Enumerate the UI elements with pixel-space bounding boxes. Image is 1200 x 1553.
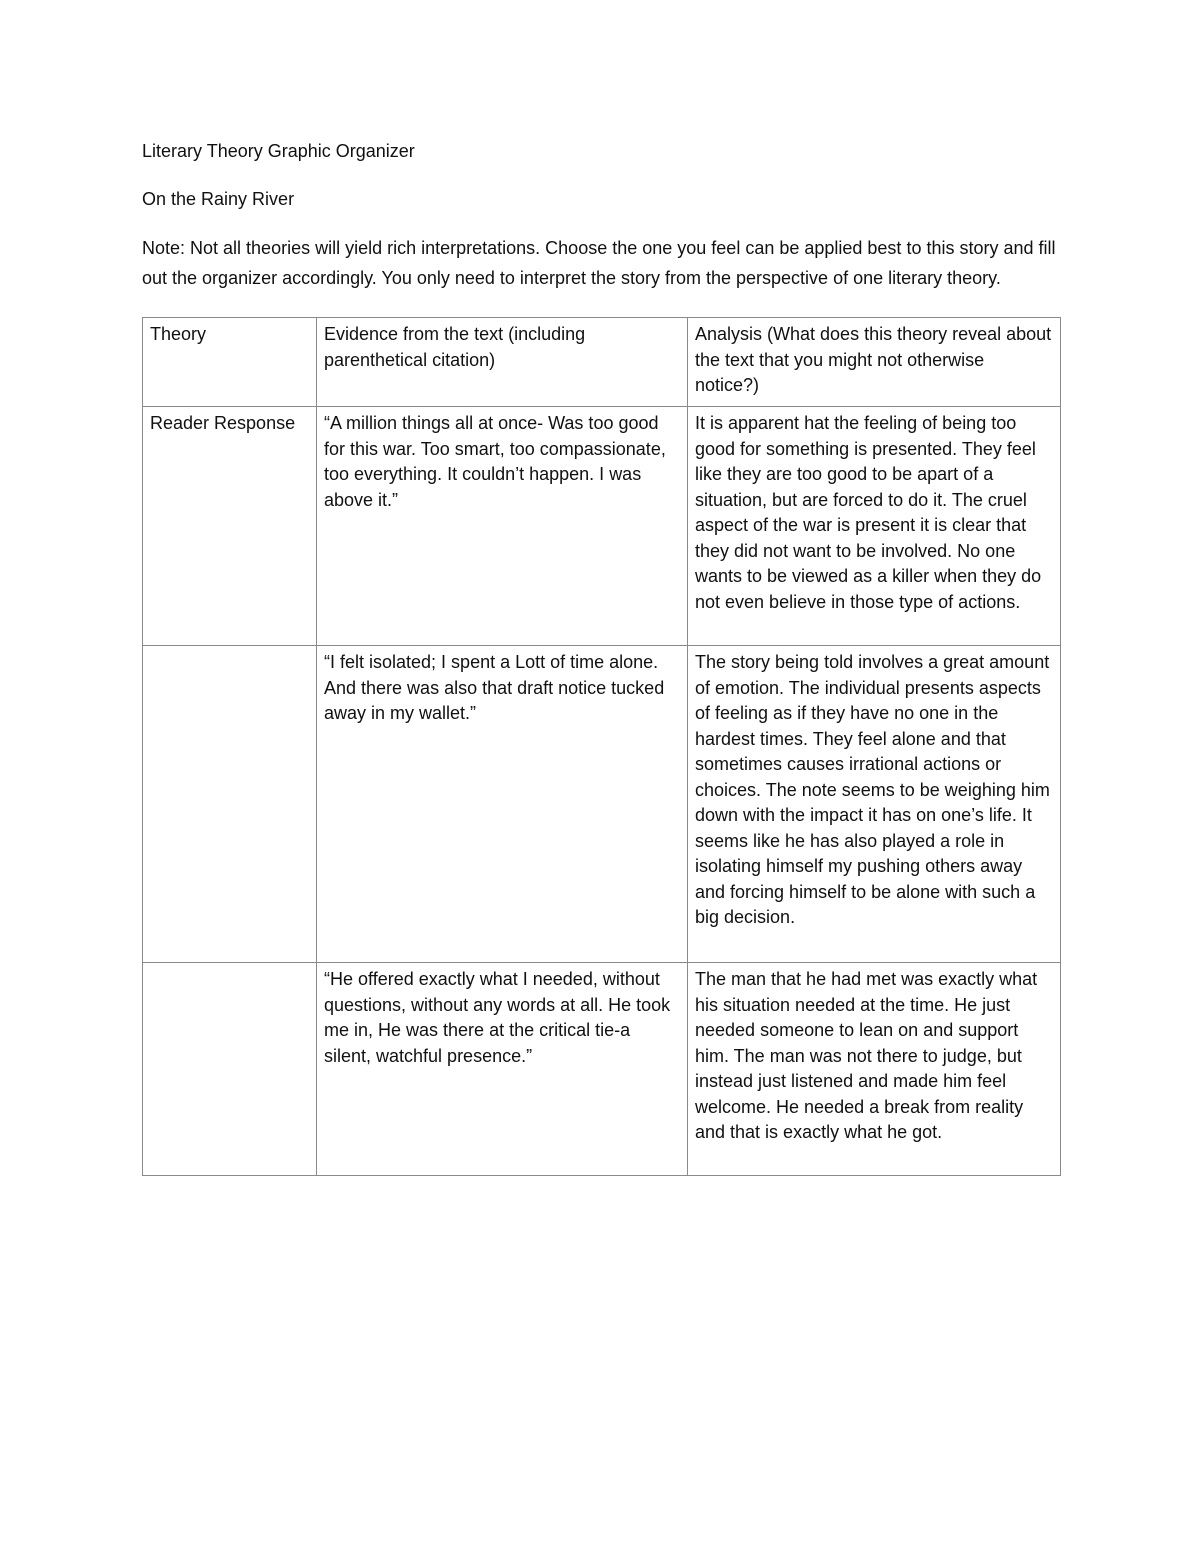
analysis-cell: The story being told involves a great amount of emotion. The individual presents aspects of feeling as if they have no one in the hardest times. They feel alone and that sometimes causes irrational actions or choices. The note seems to be weighing him down with the impact it has on one’s life. It seems like he has also played a role in isolating himself my pushing others away and forcing himself to be alone with such a big decision. [688,646,1061,963]
theory-cell [143,963,317,1176]
table-row [143,407,1061,646]
theory-cell [143,646,317,963]
analysis-cell: The man that he had met was exactly what his situation needed at the time. He just needed someone to lean on and support him. The man was not there to judge, but instead just listened and made him feel welcome. He needed a break from reality and that is exactly what he got. [688,963,1061,1176]
document-title: Literary Theory Graphic Organizer [142,141,415,161]
document-subtitle: On the Rainy River [142,189,295,209]
evidence-cell: “He offered exactly what I needed, without questions, without any words at all. He took me in, He was there at the critical tie-a silent, watchful presence.” [317,963,688,1176]
table-header-row [143,318,1061,407]
table-row [143,963,1061,1176]
document-page [142,138,1060,1176]
organizer-table [142,317,1061,1176]
analysis-cell: It is apparent hat the feeling of being too good for something is presented. They feel like they are too good to be apart of a situation, but are forced to do it. The cruel aspect of the war is present it is clear that they did not want to be involved. No one wants to be viewed as a killer when they do not even believe in those type of actions. [688,407,1061,646]
evidence-cell: “A million things all at once- Was too good for this war. Too smart, too compassionate, too everything. It couldn’t happen. I was above it.” [317,407,688,646]
table-row [143,646,1061,963]
header-evidence: Evidence from the text (including parenthetical citation) [317,318,688,407]
document-note: Note: Not all theories will yield rich interpretations. Choose the one you feel can be applied best to this story and fill out the organizer accordingly. You only need to interpret the story from the perspective of one literary theory. [142,238,1056,288]
header-analysis: Analysis (What does this theory reveal about the text that you might not otherwise notice?) [688,318,1061,407]
evidence-cell: “I felt isolated; I spent a Lott of time alone. And there was also that draft notice tucked away in my wallet.” [317,646,688,963]
theory-cell: Reader Response [143,407,317,646]
header-theory: Theory [143,318,317,407]
